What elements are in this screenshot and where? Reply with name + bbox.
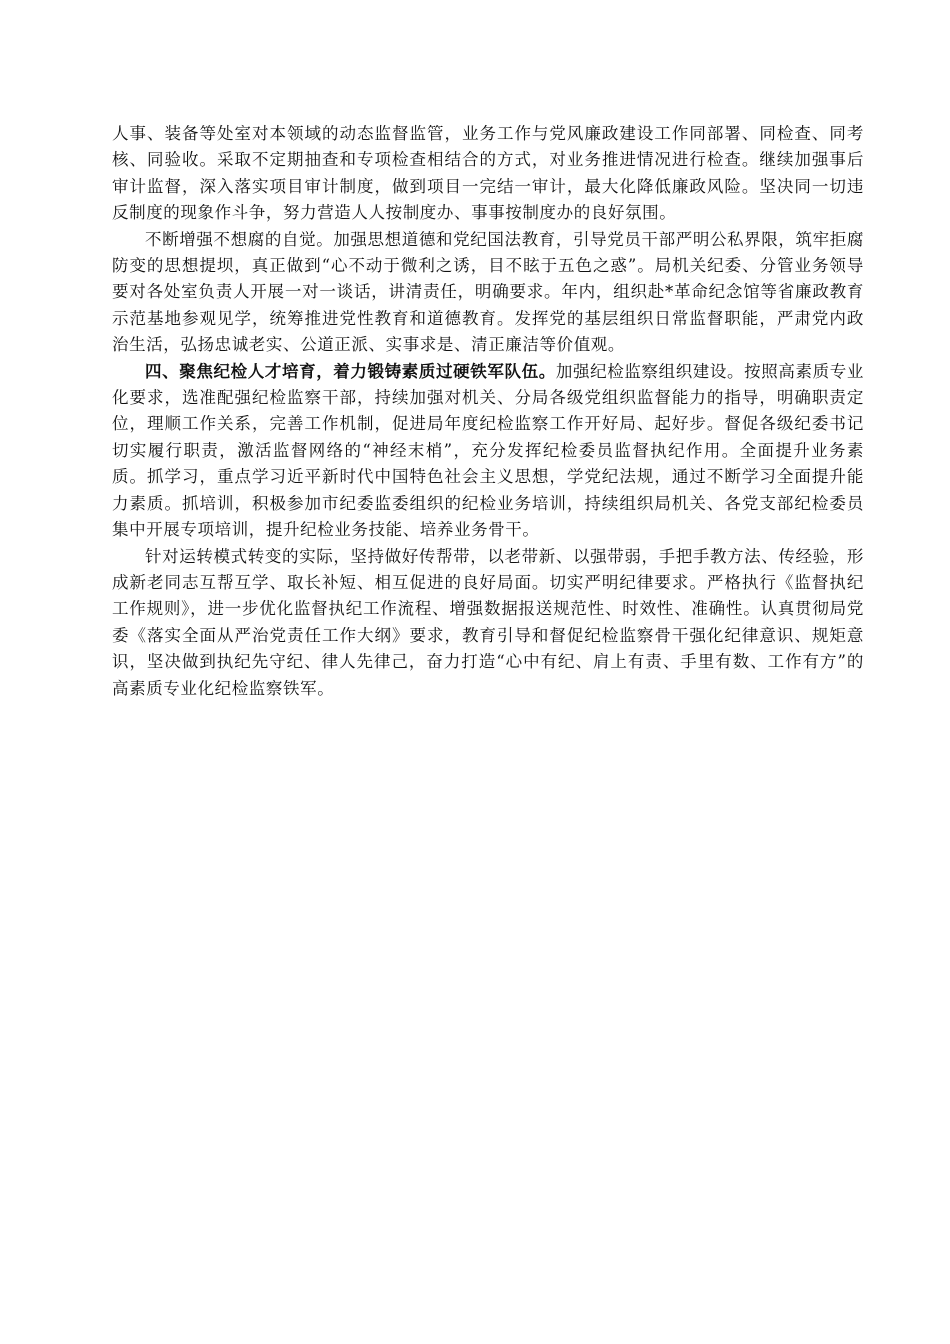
paragraph-text: 加强纪检监察组织建设。按照高素质专业化要求，选准配强纪检监察干部，持续加强对机关、分局各级党组织监督能力的指导，明确职责定位，理顺工作关系，完善工作机制，促进局年度纪检监察工作开好局、起好步。督促各级纪委书记切实履行职责，激活监督网络的“神经末梢”，充分发挥纪检委员监督执纪作用。全面提升业务素质。抓学习，重点学习近平新时代中国特色社会主义思想，学党纪法规，通过不断学习全面提升能力素质。抓培训，积极参加市纪委监委组织的纪检业务培训，持续组织局机关、各党支部纪检委员集中开展专项培训，提升纪检业务技能、培养业务骨干。 [112, 361, 864, 540]
paragraph-text: 不断增强不想腐的自觉。加强思想道德和党纪国法教育，引导党员干部严明公私界限，筑牢拒腐防变的思想提坝，真正做到“心不动于微利之诱，目不眩于五色之惑”。局机关纪委、分管业务领导要对各处室负责人开展一对一谈话，讲清责任，明确要求。年内，组织赴*革命纪念馆等省廉政教育示范基地参观见学，统筹推进党性教育和道德教育。发挥党的基层组织日常监督职能，严肃党内政治生活，弘扬忠诚老实、公道正派、实事求是、清正廉洁等价值观。 [112, 229, 864, 355]
paragraph-text: 针对运转模式转变的实际，坚持做好传帮带，以老带新、以强带弱，手把手教方法、传经验，形成新老同志互帮互学、取长补短、相互促进的良好局面。切实严明纪律要求。严格执行《监督执纪工作规则》，进一步优化监督执纪工作流程、增强数据报送规范性、时效性、准确性。认真贯彻局党委《落实全面从严治党责任工作大纲》要求，教育引导和督促纪检监察骨干强化纪律意识、规矩意识，坚决做到执纪先守纪、律人先律己，奋力打造“心中有纪、肩上有责、手里有数、工作有方”的高素质专业化纪检监察铁军。 [112, 546, 864, 698]
paragraph-mentoring [112, 544, 864, 702]
paragraph-text: 人事、装备等处室对本领域的动态监督监管，业务工作与党风廉政建设工作同部署、同检查、同考核、同验收。采取不定期抽查和专项检查相结合的方式，对业务推进情况进行检查。继续加强事后审计监督，深入落实项目审计制度，做到项目一完结一审计，最大化降低廉政风险。坚决同一切违反制度的现象作斗争，努力营造人人按制度办、事事按制度办的良好氛围。 [112, 124, 864, 223]
paragraph-continuation [112, 121, 864, 227]
paragraph-no-corruption-awareness [112, 227, 864, 359]
document-body [112, 121, 864, 702]
section-heading: 四、聚焦纪检人才培育，着力锻铸素质过硬铁军队伍。 [145, 361, 556, 381]
paragraph-section-four [112, 359, 864, 544]
